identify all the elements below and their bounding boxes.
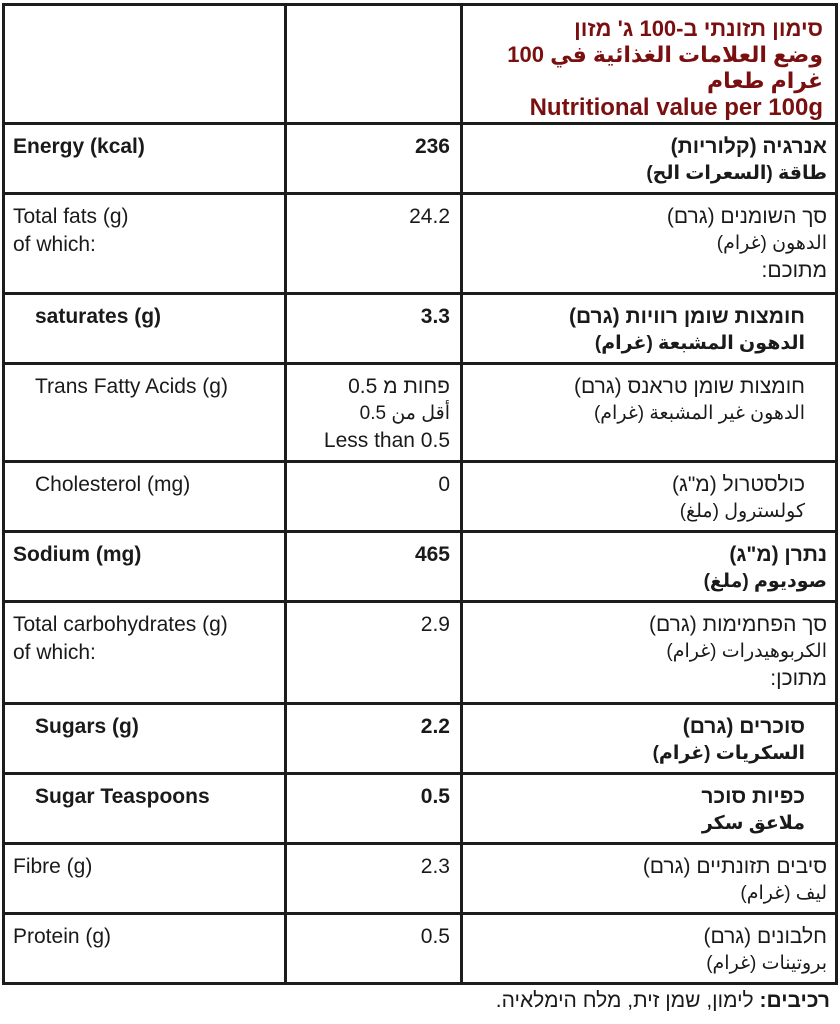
nutrient-name-he-ar <box>462 774 837 844</box>
nutrient-value-line: 3.3 <box>420 305 450 328</box>
nutrient-name-he-ar <box>462 532 837 602</box>
nutrient-name-he-ar <box>462 704 837 774</box>
hebrew-title: סימון תזונתי ב-100 ג' מזון <box>574 16 823 41</box>
nutrient-name-line: of which: <box>13 233 96 256</box>
nutrient-name-line: Sugars (g) <box>35 715 139 738</box>
nutrient-name-he-ar <box>462 844 837 914</box>
nutrient-name-en <box>4 462 286 532</box>
nutrient-value-line: 2.2 <box>420 715 450 738</box>
nutrient-name-hebrew: נתרן (מ"ג) <box>729 543 827 566</box>
nutrition-table <box>2 3 838 985</box>
english-title: Nutritional value per 100g <box>529 94 823 121</box>
nutrient-row <box>4 294 837 364</box>
nutrient-row <box>4 532 837 602</box>
nutrient-value-line: Less than 0.5 <box>323 429 450 452</box>
nutrient-name-arabic: كولسترول (ملغ) <box>679 501 805 522</box>
nutrient-name-he-ar <box>462 462 837 532</box>
nutrient-value-line: 24.2 <box>409 205 450 228</box>
nutrient-value-line: 236 <box>414 135 450 158</box>
nutrient-row <box>4 364 837 462</box>
nutrient-value <box>286 844 462 914</box>
nutrient-name-line: saturates (g) <box>35 305 162 328</box>
nutrient-name-en <box>4 774 286 844</box>
nutrient-name-arabic: ليف (غرام) <box>740 883 827 904</box>
nutrient-value <box>286 364 462 462</box>
nutrient-name-hebrew: חלבונים (גרם) <box>703 925 827 948</box>
nutrient-name-hebrew: סך הפחמימות (גרם) <box>649 613 827 636</box>
ingredients-section <box>2 960 834 1020</box>
nutrient-name-hebrew: סך השומנים (גרם) <box>666 205 827 228</box>
nutrient-name-arabic: ملاعق سكر <box>701 813 805 834</box>
nutrient-value-line: 2.3 <box>420 855 450 878</box>
nutrient-name-line: Sodium (mg) <box>13 543 142 566</box>
header-title-cell <box>462 5 837 124</box>
nutrient-name-hebrew: כפיות סוכר <box>701 785 805 808</box>
nutrient-value-line: פחות מ 0.5 <box>348 375 450 398</box>
nutrient-name-en <box>4 294 286 364</box>
nutrient-value <box>286 194 462 294</box>
nutrient-row <box>4 844 837 914</box>
nutrient-name-line: Protein (g) <box>13 925 112 948</box>
nutrient-name-line: Cholesterol (mg) <box>35 473 191 496</box>
nutrient-value <box>286 602 462 704</box>
nutrient-name-arabic: طاقة (السعرات الح) <box>646 163 827 184</box>
nutrient-name-line: Total carbohydrates (g) <box>13 613 228 636</box>
header-row <box>4 5 837 124</box>
nutrient-name-en <box>4 704 286 774</box>
nutrient-of-which-hebrew: מתוכם: <box>761 259 827 282</box>
nutrient-name-en <box>4 532 286 602</box>
nutrient-value <box>286 294 462 364</box>
nutrient-name-en <box>4 602 286 704</box>
nutrient-value-line: 0 <box>438 473 450 496</box>
nutrient-name-arabic: صوديوم (ملغ) <box>703 571 827 592</box>
nutrient-name-hebrew: חומצות שומן טראנס (גרם) <box>573 375 805 398</box>
nutrient-name-line: Total fats (g) <box>13 205 129 228</box>
nutrient-row <box>4 774 837 844</box>
nutrient-row <box>4 602 837 704</box>
nutrient-value <box>286 774 462 844</box>
nutrient-value-line: أقل من 0.5 <box>359 403 450 424</box>
nutrient-of-which-hebrew: מתוכן: <box>770 667 827 690</box>
nutrient-row <box>4 462 837 532</box>
nutrient-value <box>286 704 462 774</box>
nutrient-value <box>286 124 462 194</box>
nutrient-value-line: 0.5 <box>420 785 450 808</box>
nutrient-value-line: 2.9 <box>420 613 450 636</box>
nutrient-value-line: 0.5 <box>420 925 450 948</box>
header-empty-cell-en <box>4 5 286 124</box>
nutrient-name-he-ar <box>462 364 837 462</box>
nutrient-name-en <box>4 194 286 294</box>
nutrient-name-hebrew: כולסטרול (מ"ג) <box>671 473 805 496</box>
nutrient-name-line: Fibre (g) <box>13 855 93 878</box>
nutrient-value <box>286 532 462 602</box>
nutrient-name-arabic: الدهون غير المشبعة (غرام) <box>593 403 805 424</box>
nutrient-row <box>4 124 837 194</box>
nutrient-row <box>4 194 837 294</box>
nutrient-name-he-ar <box>462 294 837 364</box>
nutrient-name-arabic: الدهون (غرام) <box>716 233 827 254</box>
nutrient-name-en <box>4 844 286 914</box>
nutrient-name-arabic: السكريات (غرام) <box>652 743 805 764</box>
nutrient-name-he-ar <box>462 194 837 294</box>
nutrient-name-he-ar <box>462 602 837 704</box>
ingredients-label: רכיבים: <box>759 989 830 1012</box>
nutrient-value <box>286 462 462 532</box>
nutrient-name-hebrew: סוכרים (גרם) <box>682 715 805 738</box>
nutrient-value-line: 465 <box>414 543 450 566</box>
arabic-title: وضع العلامات الغذائية في 100 غرام طعام <box>507 42 823 93</box>
nutrient-name-line: of which: <box>13 641 96 664</box>
header-empty-cell-value <box>286 5 462 124</box>
nutrient-name-arabic: الدهون المشبعة (غرام) <box>594 333 805 354</box>
nutrient-row <box>4 704 837 774</box>
nutrient-name-line: Trans Fatty Acids (g) <box>35 375 228 398</box>
nutrient-name-en <box>4 364 286 462</box>
ingredients-text: לימון, שמן זית, מלח הימלאיה. <box>495 989 760 1012</box>
nutrient-name-line: Sugar Teaspoons <box>35 785 210 808</box>
nutrient-name-hebrew: אנרגיה (קלוריות) <box>670 135 827 158</box>
nutrient-name-en <box>4 124 286 194</box>
nutrient-name-he-ar <box>462 124 837 194</box>
nutrient-name-line: Energy (kcal) <box>13 135 145 158</box>
nutrient-name-arabic: الكربوهيدرات (غرام) <box>666 641 827 662</box>
nutrient-name-hebrew: סיבים תזונתיים (גרם) <box>642 855 827 878</box>
nutrient-name-hebrew: חומצות שומן רוויות (גרם) <box>569 305 805 328</box>
nutrient-name-arabic: بروتينات (غرام) <box>706 953 827 974</box>
